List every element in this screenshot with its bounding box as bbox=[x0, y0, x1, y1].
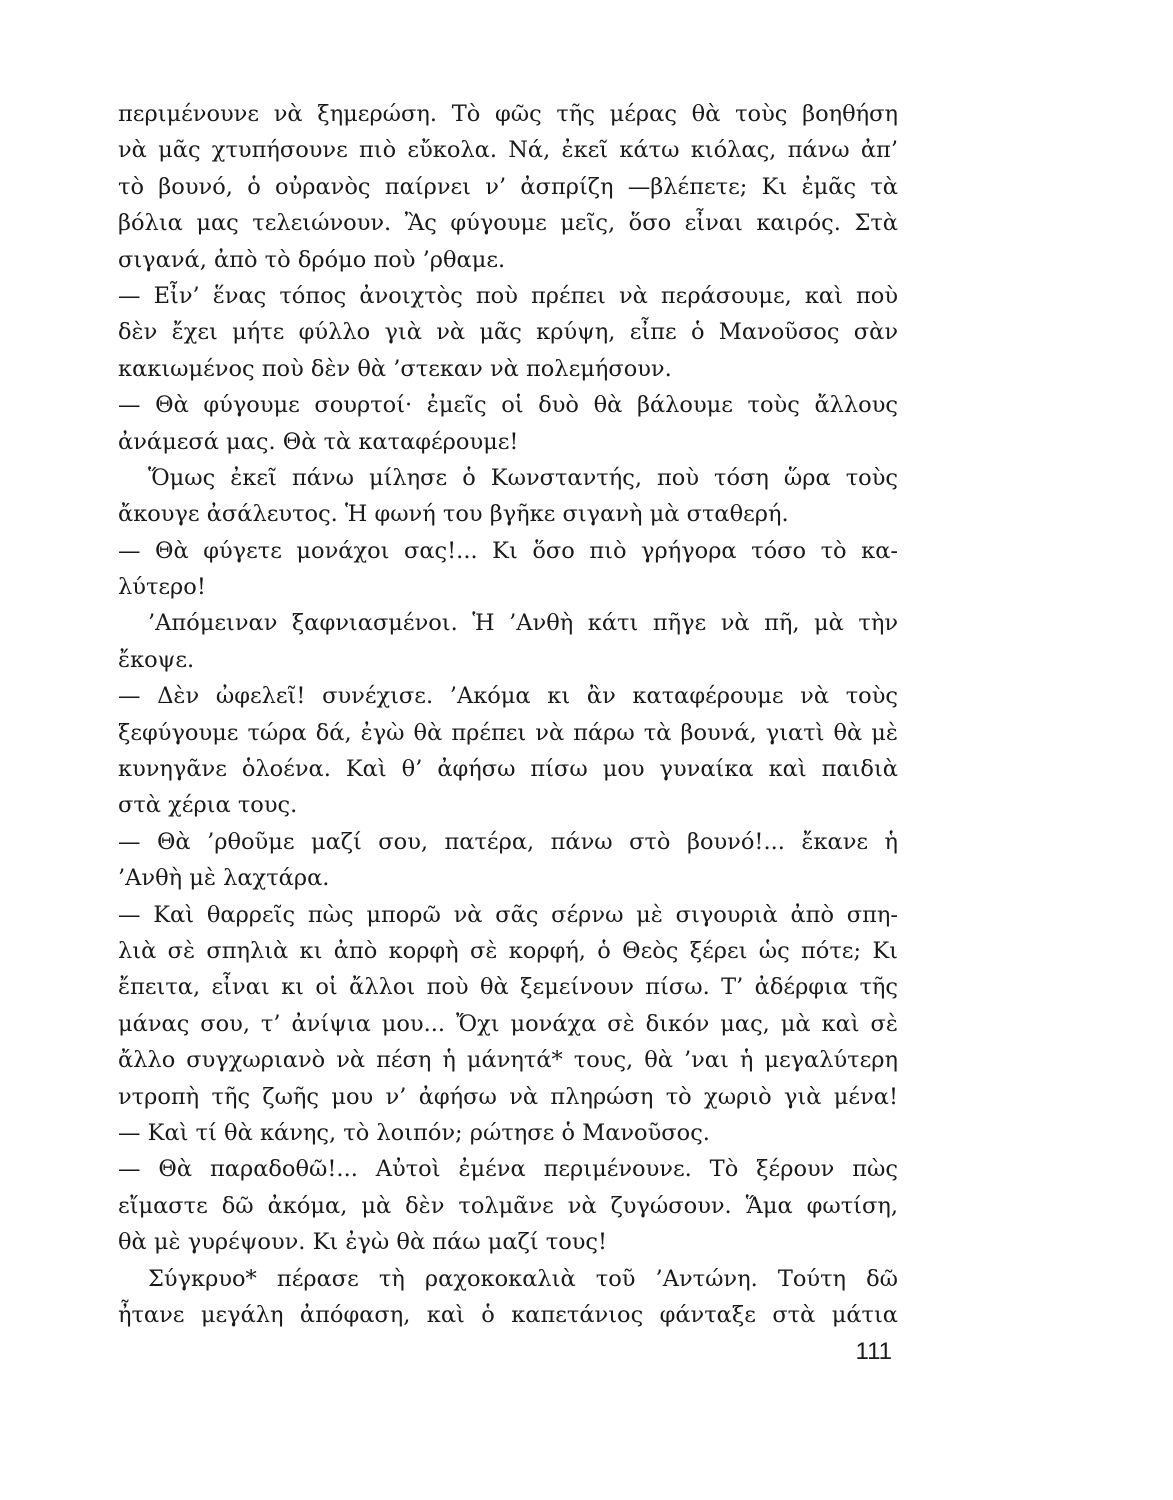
body-text bbox=[118, 96, 898, 1333]
text-line: ’Ανθὴ μὲ λαχτάρα. bbox=[118, 865, 330, 892]
text-line: — Θὰ παραδοθῶ!... Αὐτοὶ ἐμένα περιμένουνε. Τὸ ξέρουν πὼς bbox=[118, 1156, 898, 1183]
text-line: — Εἶν’ ἕνας τόπος ἀνοιχτὸς ποὺ πρέπει νὰ περάσουμε, καὶ ποὺ bbox=[118, 282, 898, 309]
text-line: ἀνάμεσά μας. Θὰ τὰ καταφέρουμε! bbox=[118, 428, 519, 455]
text-line: ντροπὴ τῆς ζωῆς μου ν’ ἀφήσω νὰ πληρώση τὸ χωριὸ γιὰ μένα! bbox=[118, 1083, 898, 1110]
text-line: δὲν ἔχει μήτε φύλλο γιὰ νὰ μᾶς κρύψη, εἶπε ὁ Μανοῦσος σὰν bbox=[118, 319, 898, 346]
text-line: — Καὶ θαρρεῖς πὼς μπορῶ νὰ σᾶς σέρνω μὲ σιγουριὰ ἀπὸ σπη- bbox=[118, 901, 898, 928]
text-line: στὰ χέρια τους. bbox=[118, 792, 298, 819]
text-line: μάνας σου, τ’ ἀνίψια μου... Ὄχι μονάχα σὲ δικόν μας, μὰ καὶ σὲ bbox=[118, 1010, 898, 1037]
text-line: σιγανά, ἀπὸ τὸ δρόμο ποὺ ’ρθαμε. bbox=[118, 246, 506, 273]
text-line: — Καὶ τί θὰ κάνης, τὸ λοιπόν; ρώτησε ὁ Μανοῦσος. bbox=[118, 1119, 710, 1146]
text-line: ἔκοψε. bbox=[118, 646, 195, 673]
text-line: — Θὰ ’ρθοῦμε μαζί σου, πατέρα, πάνω στὸ βουνό!... ἔκανε ἡ bbox=[118, 828, 898, 855]
text-line: κυνηγᾶνε ὁλοένα. Καὶ θ’ ἀφήσω πίσω μου γυναίκα καὶ παιδιὰ bbox=[118, 756, 898, 783]
text-line: Σύγκρυο* πέρασε τὴ ραχοκοκαλιὰ τοῦ ’Αντώνη. Τούτη δῶ bbox=[148, 1265, 898, 1292]
text-line: τὸ βουνό, ὁ οὐρανὸς παίρνει ν’ ἀσπρίζη —βλέπετε; Κι ἐμᾶς τὰ bbox=[118, 173, 898, 200]
text-line: ξεφύγουμε τώρα δά, ἐγὼ θὰ πρέπει νὰ πάρω τὰ βουνά, γιατὶ θὰ μὲ bbox=[118, 719, 898, 746]
text-line: περιμένουνε νὰ ξημερώση. Τὸ φῶς τῆς μέρας θὰ τοὺς βοηθήση bbox=[118, 101, 898, 127]
text-line: λιὰ σὲ σπηλιὰ κι ἀπὸ κορφὴ σὲ κορφή, ὁ Θεὸς ξέρει ὡς πότε; Κι bbox=[118, 937, 898, 964]
text-line: ἄλλο συγχωριανὸ νὰ πέση ἡ μάνητά* τους, θὰ ’ναι ἡ μεγαλύτερη bbox=[118, 1047, 898, 1074]
text-line: ἦτανε μεγάλη ἀπόφαση, καὶ ὁ καπετάνιος φάνταξε στὰ μάτια bbox=[118, 1301, 898, 1328]
text-line: εἴμαστε δῶ ἀκόμα, μὰ δὲν τολμᾶνε νὰ ζυγώσουν. Ἅμα φωτίση, bbox=[118, 1192, 898, 1219]
text-line: βόλια μας τελειώνουν. Ἂς φύγουμε μεῖς, ὅσο εἶναι καιρός. Στὰ bbox=[118, 210, 898, 237]
page-number: 111 bbox=[855, 1338, 892, 1365]
text-line: κακιωμένος ποὺ δὲν θὰ ’στεκαν νὰ πολεμήσουν. bbox=[118, 355, 672, 382]
text-line: ἄκουγε ἀσάλευτος. Ἡ φωνή του βγῆκε σιγανὴ μὰ σταθερή. bbox=[118, 501, 789, 528]
text-line: — Θὰ φύγετε μονάχοι σας!... Κι ὅσο πιὸ γρήγορα τόσο τὸ κα- bbox=[118, 537, 898, 564]
text-line: — Θὰ φύγουμε σουρτοί· ἐμεῖς οἱ δυὸ θὰ βάλουμε τοὺς ἄλλους bbox=[118, 392, 898, 419]
text-line: Ὅμως ἐκεῖ πάνω μίλησε ὁ Κωνσταντής, ποὺ τόση ὥρα τοὺς bbox=[148, 464, 898, 491]
text-line: λύτερο! bbox=[118, 574, 206, 601]
text-line: νὰ μᾶς χτυπήσουνε πιὸ εὔκολα. Νά, ἐκεῖ κάτω κιόλας, πάνω ἀπ’ bbox=[118, 137, 898, 164]
text-line: θὰ μὲ γυρέψουν. Κι ἐγὼ θὰ πάω μαζί τους! bbox=[118, 1229, 608, 1256]
text-line: ἔπειτα, εἶναι κι οἱ ἄλλοι ποὺ θὰ ξεμείνουν πίσω. Τ’ ἀδέρφια τῆς bbox=[118, 974, 898, 1001]
text-line: ’Απόμειναν ξαφνιασμένοι. Ἡ ’Ανθὴ κάτι πῆγε νὰ πῆ, μὰ τὴν bbox=[148, 610, 898, 637]
text-line: — Δὲν ὠφελεῖ! συνέχισε. ’Ακόμα κι ἂν καταφέρουμε νὰ τοὺς bbox=[118, 683, 898, 710]
